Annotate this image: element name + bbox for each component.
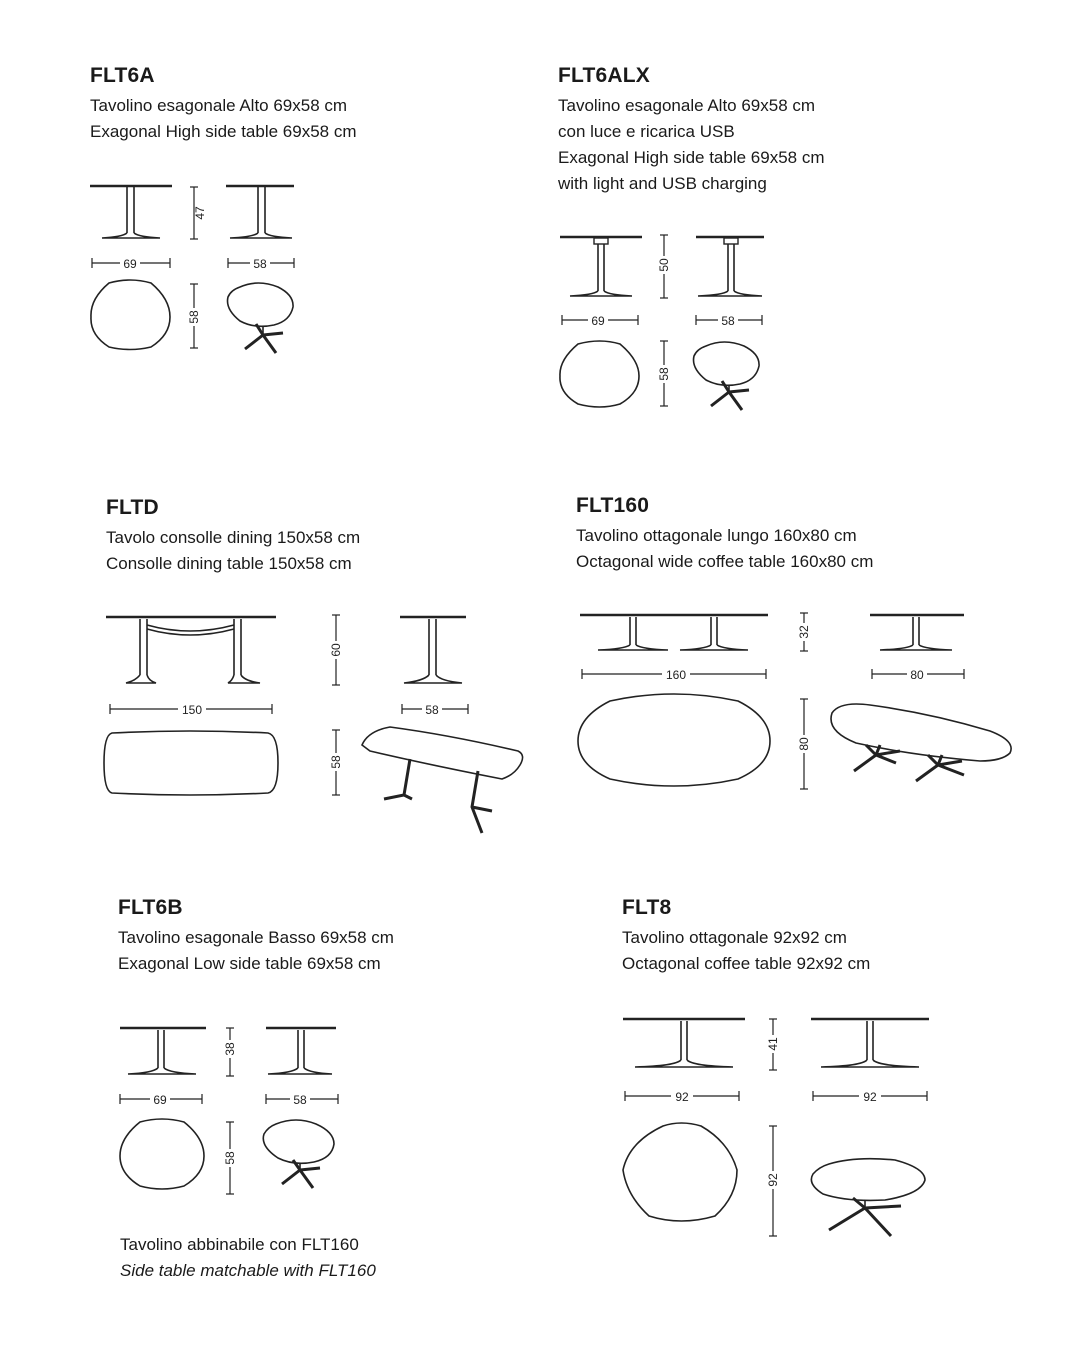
product-flt6alx: [558, 64, 825, 197]
dim-depth: 58: [425, 703, 439, 717]
product-fltd: [106, 496, 360, 577]
dim-height: 41: [766, 1037, 780, 1051]
dim-depth: 80: [910, 668, 924, 682]
product-flt8: [622, 896, 870, 977]
dim-depth: 58: [253, 257, 267, 271]
dim-height: 60: [329, 643, 343, 657]
dim-height: 47: [193, 206, 207, 220]
dim-plan: 58: [657, 367, 671, 381]
product-description-it: Tavolino ottagonale lungo 160x80 cm: [576, 526, 857, 545]
product-code: FLT6B: [118, 896, 183, 919]
dim-width: 150: [181, 703, 203, 717]
dim-width: 69: [123, 257, 137, 271]
product-description-en: Octagonal wide coffee table 160x80 cm: [576, 552, 874, 571]
dim-depth: 58: [293, 1093, 307, 1107]
dim-plan: 58: [187, 310, 201, 324]
product-description-it: Tavolino esagonale Alto 69x58 cm: [558, 96, 816, 115]
note-it: Tavolino abbinabile con FLT160: [120, 1235, 359, 1254]
product-description-en: Exagonal High side table 69x58 cm: [558, 148, 825, 167]
flt6a-drawing: [80, 175, 310, 365]
product-description-en-2: with light and USB charging: [558, 174, 767, 193]
dim-width: 92: [675, 1090, 689, 1104]
flt6b-drawing: [110, 1018, 350, 1208]
product-flt6b: [118, 896, 394, 977]
note-en: Side table matchable with FLT160: [120, 1261, 376, 1280]
dim-height: 38: [223, 1042, 237, 1056]
dim-plan: 92: [766, 1173, 780, 1187]
product-flt6a: [90, 64, 357, 145]
dim-depth: 92: [863, 1090, 877, 1104]
product-code: FLT8: [622, 896, 672, 919]
product-description-it-2: con luce e ricarica USB: [558, 122, 735, 141]
dim-width: 160: [665, 668, 687, 682]
matching-note: [120, 1232, 376, 1284]
dim-height: 32: [797, 625, 811, 639]
product-description-en: Octagonal coffee table 92x92 cm: [622, 954, 871, 973]
product-code: FLTD: [106, 496, 159, 519]
dim-height: 50: [657, 258, 671, 272]
console-plan: [104, 731, 278, 795]
dim-width: 69: [591, 314, 605, 328]
dim-plan: 58: [223, 1151, 237, 1165]
product-description-it: Tavolino esagonale Basso 69x58 cm: [118, 928, 394, 947]
flt6alx-drawing: [550, 228, 780, 418]
dim-plan: 80: [797, 737, 811, 751]
dim-depth: 58: [721, 314, 735, 328]
flt8-drawing: [615, 1010, 945, 1250]
flt160-drawing: [570, 605, 1030, 805]
octagon-wide-plan: [578, 694, 770, 786]
product-description-en: Exagonal Low side table 69x58 cm: [118, 954, 381, 973]
fltd-drawing: [100, 605, 540, 845]
product-description-en: Consolle dining table 150x58 cm: [106, 554, 352, 573]
product-code: FLT6A: [90, 64, 155, 87]
octagon-plan: [623, 1123, 737, 1221]
hexagon-plan: [91, 280, 170, 350]
dim-plan: 58: [329, 755, 343, 769]
product-description-it: Tavolo consolle dining 150x58 cm: [106, 528, 361, 547]
product-code: FLT160: [576, 494, 650, 517]
product-description-it: Tavolino esagonale Alto 69x58 cm: [90, 96, 348, 115]
product-flt160: [576, 494, 873, 575]
dim-width: 69: [153, 1093, 167, 1107]
product-code: FLT6ALX: [558, 64, 651, 87]
product-description-it: Tavolino ottagonale 92x92 cm: [622, 928, 847, 947]
product-description-en: Exagonal High side table 69x58 cm: [90, 122, 357, 141]
